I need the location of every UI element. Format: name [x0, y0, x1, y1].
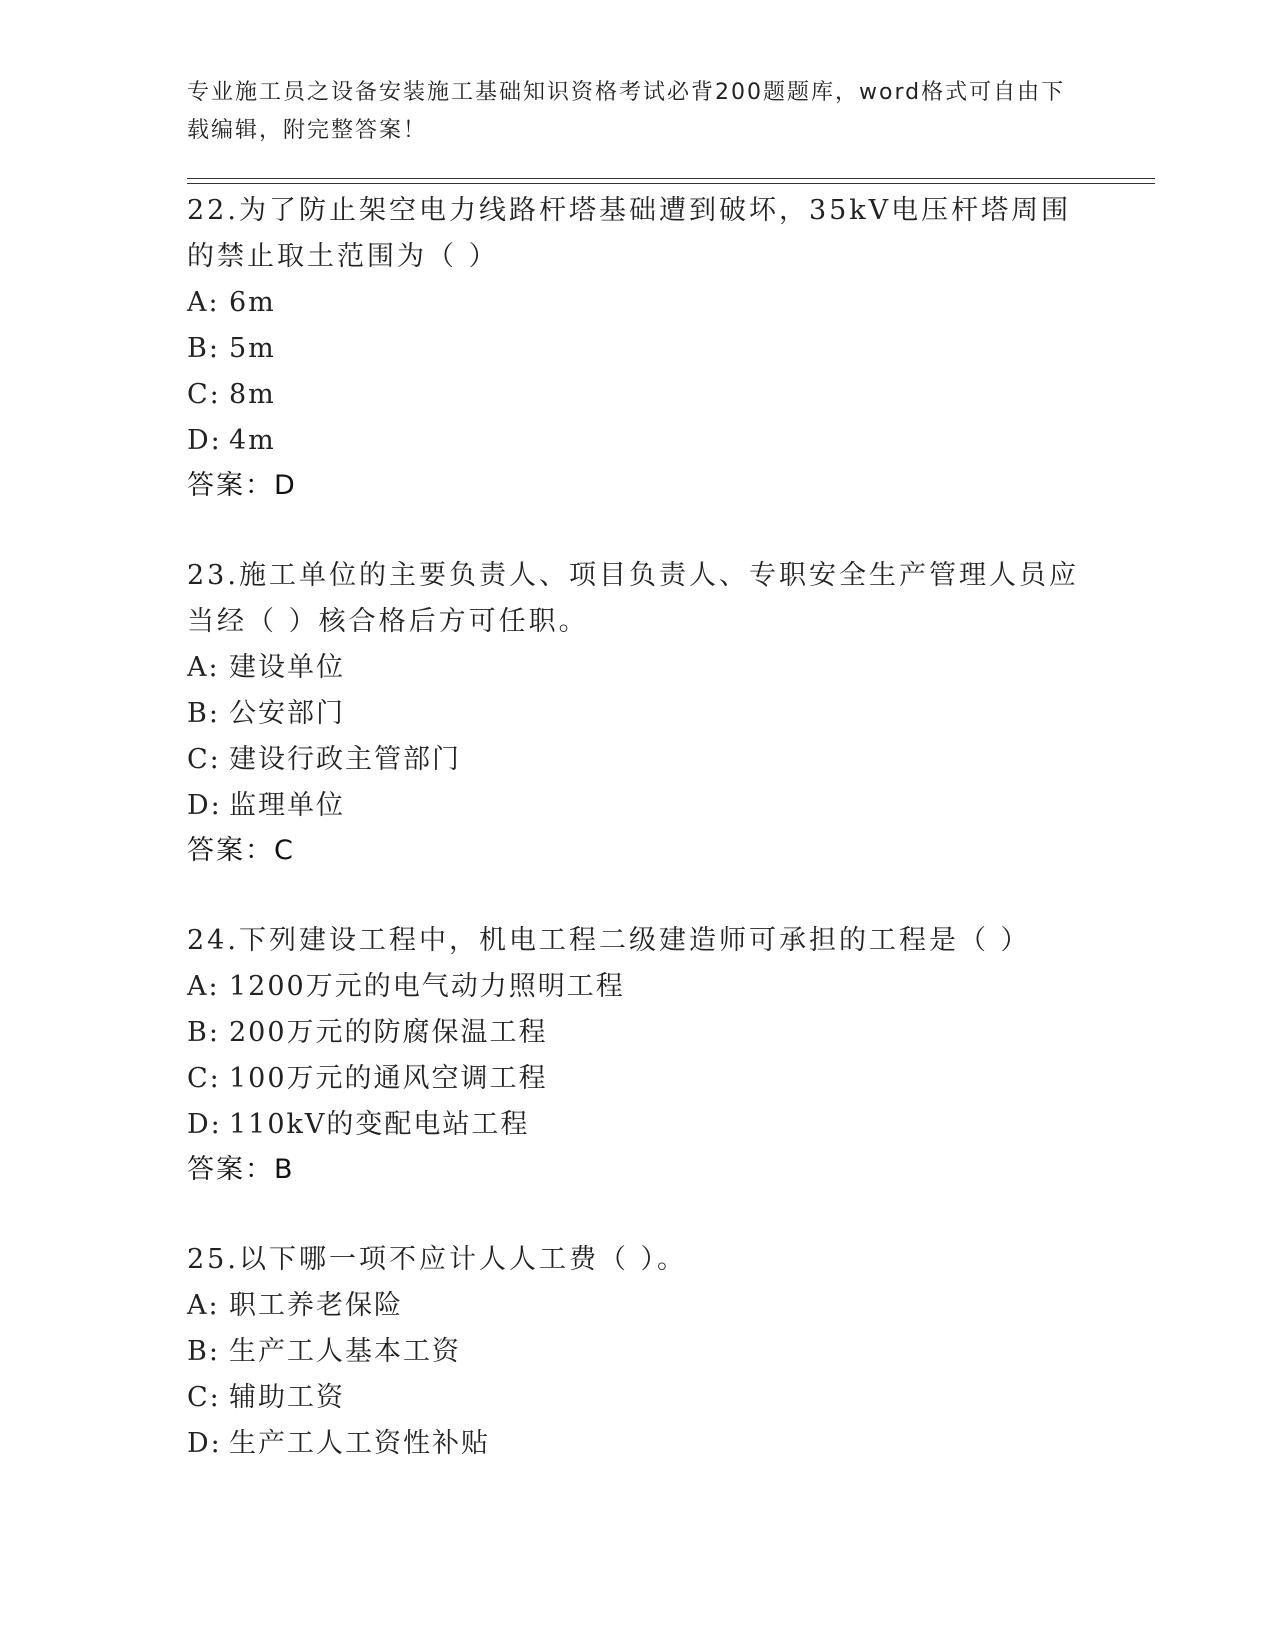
question-text: 24.下列建设工程中，机电工程二级建造师可承担的工程是（ ） — [187, 925, 1031, 956]
spacer — [187, 873, 1087, 918]
answer-text: 答案：B — [187, 1154, 295, 1185]
option-value: 5m — [229, 333, 276, 364]
option-c — [187, 1056, 1087, 1102]
option-c — [187, 737, 1087, 783]
option-key: C: — [187, 1382, 221, 1413]
option-a — [187, 645, 1087, 691]
option-d — [187, 1102, 1087, 1148]
option-b — [187, 1010, 1087, 1056]
option-value: 职工养老保险 — [229, 1290, 403, 1321]
option-b — [187, 1329, 1087, 1375]
question-22 — [187, 188, 1087, 508]
option-key: A: — [187, 287, 220, 318]
document-header: 专业施工员之设备安装施工基础知识资格考试必背200题题库，word格式可自由下载编辑，附完整答案！ — [187, 80, 1066, 143]
option-key: D: — [187, 1428, 222, 1459]
option-c — [187, 1375, 1087, 1421]
option-a — [187, 280, 1087, 326]
option-a — [187, 1283, 1087, 1329]
option-value: 建设单位 — [229, 652, 345, 683]
option-key: B: — [187, 1336, 220, 1367]
option-a — [187, 964, 1087, 1010]
option-key: A: — [187, 1290, 220, 1321]
question-24 — [187, 918, 1087, 1192]
question-25 — [187, 1237, 1087, 1467]
option-value: 100万元的通风空调工程 — [229, 1063, 548, 1094]
question-list — [187, 188, 1087, 1467]
option-value: 生产工人工资性补贴 — [229, 1428, 490, 1459]
option-key: C: — [187, 379, 221, 410]
option-value: 生产工人基本工资 — [229, 1336, 461, 1367]
question-23 — [187, 553, 1087, 873]
option-key: A: — [187, 652, 220, 683]
option-value: 辅助工资 — [229, 1382, 345, 1413]
option-d — [187, 783, 1087, 829]
option-key: D: — [187, 790, 222, 821]
option-value: 110kV的变配电站工程 — [229, 1109, 530, 1140]
option-key: B: — [187, 333, 220, 364]
option-value: 8m — [229, 379, 276, 410]
option-value: 监理单位 — [229, 790, 345, 821]
option-key: D: — [187, 1109, 222, 1140]
option-key: C: — [187, 744, 221, 775]
option-d — [187, 1421, 1087, 1467]
spacer — [187, 1192, 1087, 1237]
header-divider-top — [187, 178, 1155, 179]
option-value: 公安部门 — [229, 698, 345, 729]
spacer — [187, 508, 1087, 553]
answer-text: 答案：C — [187, 835, 295, 866]
option-d — [187, 418, 1087, 464]
option-b — [187, 326, 1087, 372]
option-value: 200万元的防腐保温工程 — [229, 1017, 548, 1048]
option-value: 6m — [229, 287, 276, 318]
option-key: C: — [187, 1063, 221, 1094]
option-value: 1200万元的电气动力照明工程 — [229, 971, 625, 1002]
header-divider-bottom — [187, 183, 1155, 184]
answer-text: 答案：D — [187, 470, 297, 501]
option-c — [187, 372, 1087, 418]
option-key: B: — [187, 698, 220, 729]
option-key: B: — [187, 1017, 220, 1048]
question-text: 22.为了防止架空电力线路杆塔基础遭到破坏，35kV电压杆塔周围的禁止取土范围为（ ） — [187, 195, 1072, 272]
option-value: 建设行政主管部门 — [229, 744, 461, 775]
option-key: D: — [187, 425, 222, 456]
option-value: 4m — [229, 425, 276, 456]
question-text: 25.以下哪一项不应计人人工费（ ）。 — [187, 1244, 688, 1275]
option-key: A: — [187, 971, 220, 1002]
option-b — [187, 691, 1087, 737]
question-text: 23.施工单位的主要负责人、项目负责人、专职安全生产管理人员应当经（ ）核合格后方可任职。 — [187, 560, 1079, 637]
